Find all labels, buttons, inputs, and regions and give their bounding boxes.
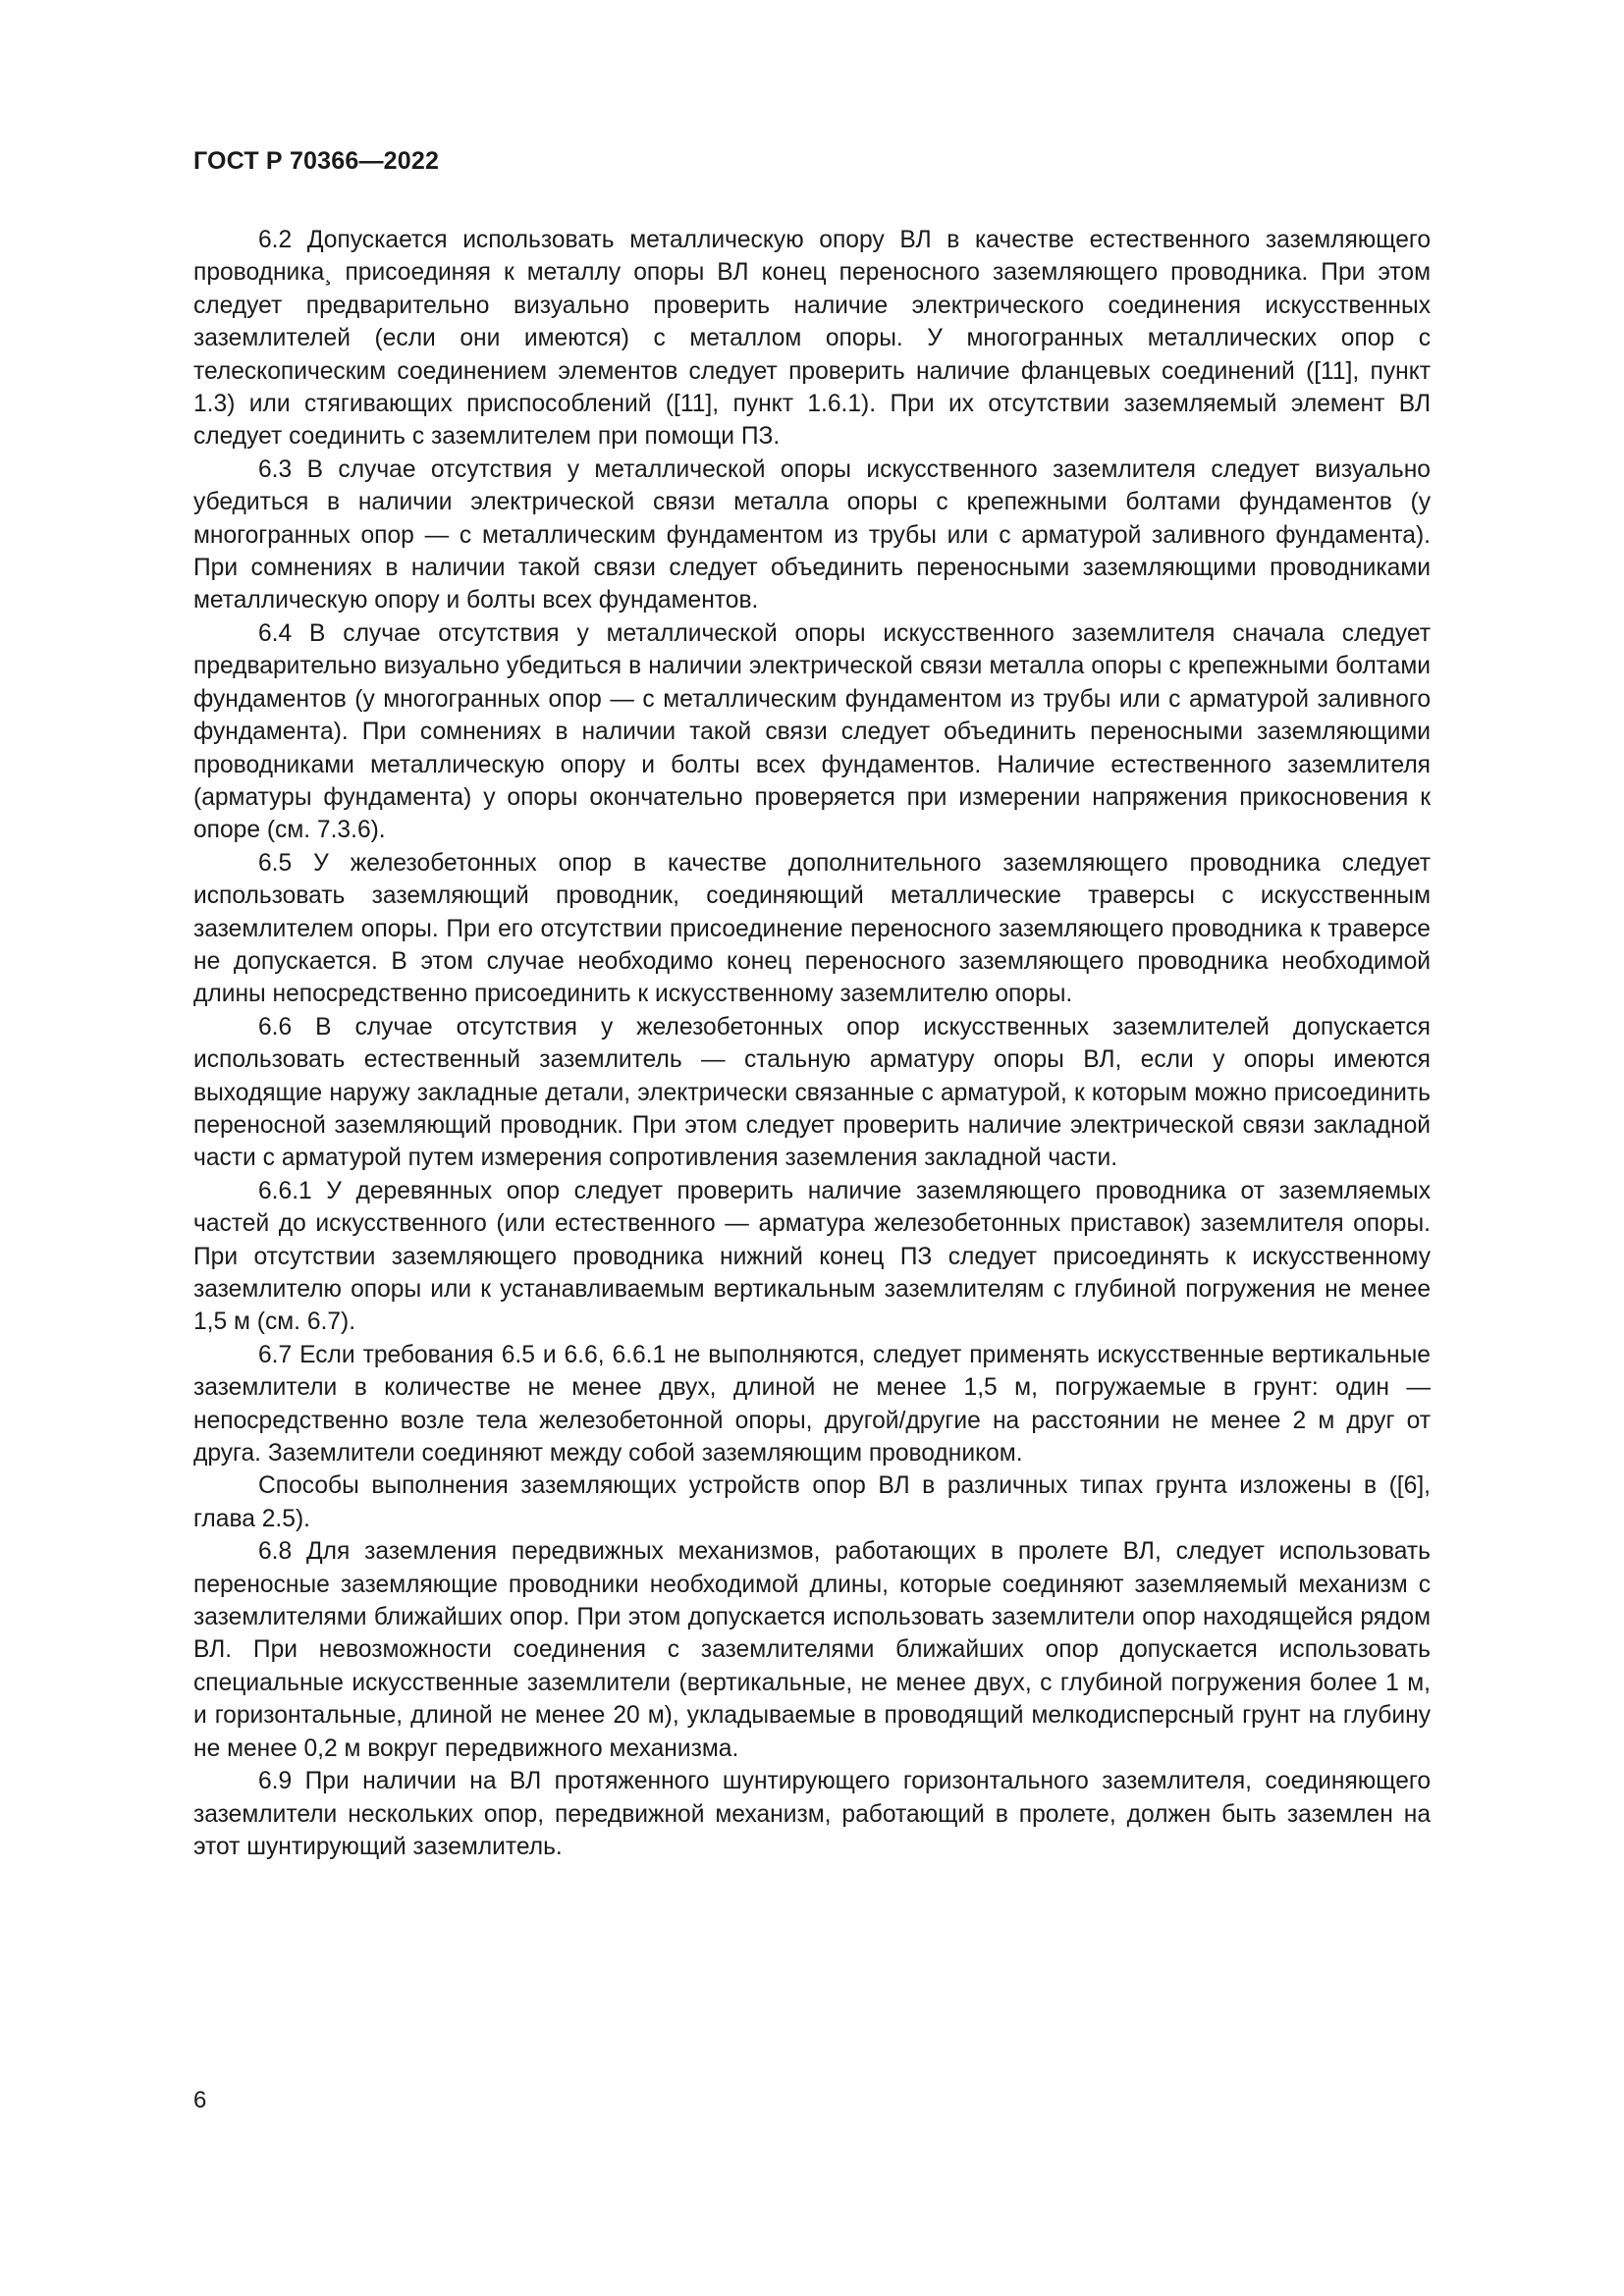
paragraph-6-3: 6.3 В случае отсутствия у металлической опоры искусственного заземлителя следует визуально убедиться в наличии электрической связи металла опоры с крепежными болтами фундаментов (у многогранных опор — с металлическим фундаментом из трубы или с арматурой заливного фундамента). При сомнениях в наличии такой связи следует объединить переносными заземляющими проводниками металлическую опору и болты всех фундаментов.: [193, 455, 1431, 614]
paragraph-6-7: 6.7 Если требования 6.5 и 6.6, 6.6.1 не выполняются, следует применять искусственные вертикальные заземлители в количестве не менее двух, длиной не менее 1,5 м, погружаемые в грунт: один — непосредственно возле тела железобетонной опоры, другой/другие на расстоянии не менее 2 м друг от друга. Заземлители соединяют между собой заземляющим проводником.: [193, 1341, 1431, 1468]
paragraph-grounding-methods: Способы выполнения заземляющих устройств опор ВЛ в различных типах грунта изложены в ([6], глава 2.5).: [193, 1472, 1431, 1532]
paragraph-6-9: 6.9 При наличии на ВЛ протяженного шунтирующего горизонтального заземлителя, соединяющего заземлители нескольких опор, передвижной механизм, работающий в пролете, должен быть заземлен на этот шунтирующий заземлитель.: [193, 1768, 1431, 1860]
paragraph-6-6-1: 6.6.1 У деревянных опор следует проверить наличие заземляющего проводника от заземляемых частей до искусственного (или естественного — арматура железобетонных приставок) заземлителя опоры. При отсутствии заземляющего проводника нижний конец ПЗ следует присоединять к искусственному заземлителю опоры или к устанавливаемым вертикальным заземлителям с глубиной погружения не менее 1,5 м (см. 6.7).: [193, 1177, 1431, 1336]
page-number: 6: [193, 2087, 207, 2113]
document-code-header: ГОСТ Р 70366—2022: [193, 147, 440, 175]
paragraph-6-8: 6.8 Для заземления передвижных механизмов, работающих в пролете ВЛ, следует использовать переносные заземляющие проводники необходимой длины, которые соединяют заземляемый механизм с заземлителями ближайших опор. При этом допускается использовать заземлители опор находящейся рядом ВЛ. При невозможности соединения с заземлителями ближайших опор допускается использовать специальные искусственные заземлители (вертикальные, не менее двух, с глубиной погружения более 1 м, и горизонтальные, длиной не менее 20 м), укладываемые в проводящий мелкодисперсный грунт на глубину не менее 0,2 м вокруг передвижного механизма.: [193, 1538, 1431, 1762]
document-body: [193, 224, 1431, 1863]
paragraph-6-6: 6.6 В случае отсутствия у железобетонных опор искусственных заземлителей допускается использовать естественный заземлитель — стальную арматуру опоры ВЛ, если у опоры имеются выходящие наружу закладные детали, электрически связанные с арматурой, к которым можно присоединить переносной заземляющий проводник. При этом следует проверить наличие электрической связи закладной части с арматурой путем измерения сопротивления заземления закладной части.: [193, 1013, 1431, 1172]
paragraph-6-5: 6.5 У железобетонных опор в качестве дополнительного заземляющего проводника следует использовать заземляющий проводник, соединяющий металлические траверсы с искусственным заземлителем опоры. При его отсутствии присоединение переносного заземляющего проводника к траверсе не допускается. В этом случае необходимо конец переносного заземляющего проводника необходимой длины непосредственно присоединить к искусственному заземлителю опоры.: [193, 849, 1431, 1008]
paragraph-6-2: 6.2 Допускается использовать металлическую опору ВЛ в качестве естественного заземляющего проводника¸ присоединяя к металлу опоры ВЛ конец переносного заземляющего проводника. При этом следует предварительно визуально проверить наличие электрического соединения искусственных заземлителей (если они имеются) с металлом опоры. У многогранных металлических опор с телескопическим соединением элементов следует проверить наличие фланцевых соединений ([11], пункт 1.3) или стягивающих приспособлений ([11], пункт 1.6.1). При их отсутствии заземляемый элемент ВЛ следует соединить с заземлителем при помощи ПЗ.: [193, 227, 1431, 451]
paragraph-6-4: 6.4 В случае отсутствия у металлической опоры искусственного заземлителя сначала следует предварительно визуально убедиться в наличии электрической связи металла опоры с крепежными болтами фундаментов (у многогранных опор — с металлическим фундаментом из трубы или с арматурой заливного фундамента). При сомнениях в наличии такой связи следует объединить переносными заземляющими проводниками металлическую опору и болты всех фундаментов. Наличие естественного заземлителя (арматуры фундамента) у опоры окончательно проверяется при измерении напряжения прикосновения к опоре (см. 7.3.6).: [193, 619, 1431, 844]
